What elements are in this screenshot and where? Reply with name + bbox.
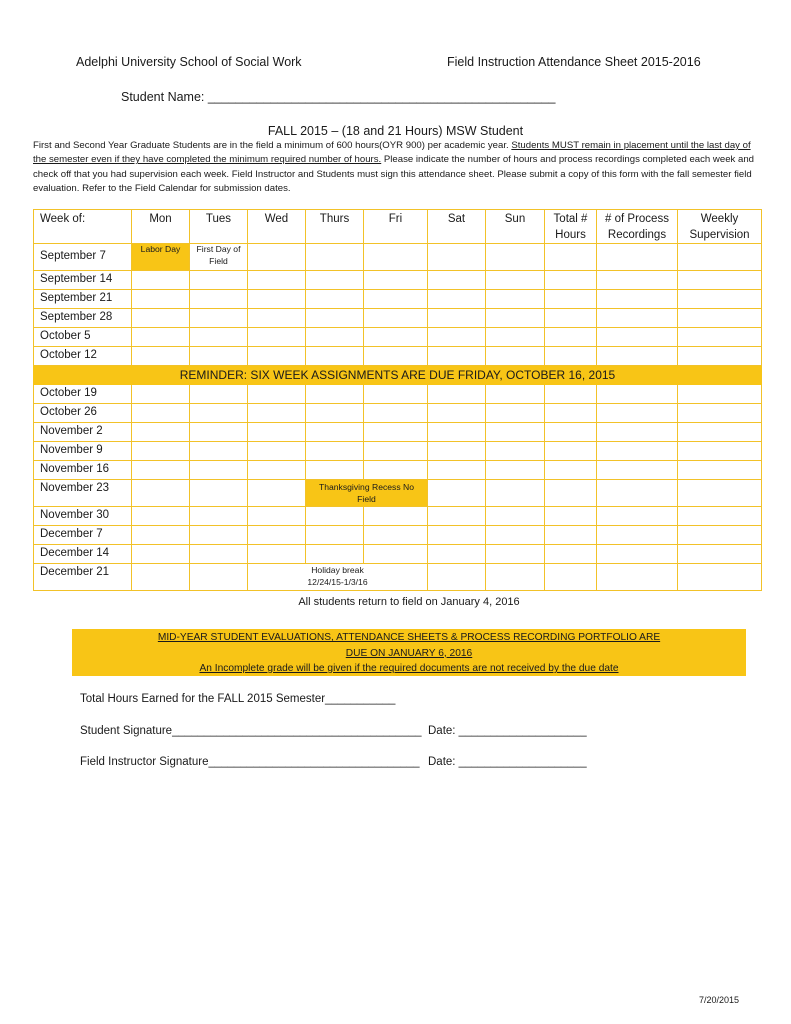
field-instructor-date-field[interactable]: Date: ____________________ xyxy=(428,756,587,768)
intro-part2: Please indicate the number of hours and process recordings completed each week and check off that you had supervision each week. Field Instructor and Students must sign this attendance sheet. Please submit a copy of this form with the fall semester field evaluation. Refer to the Field Calendar for submission dates. xyxy=(33,154,754,195)
table-cell[interactable] xyxy=(428,564,486,591)
student-name-field[interactable]: Student Name: __________________________________________________ xyxy=(121,90,556,104)
table-cell[interactable] xyxy=(545,244,597,271)
first-day-cell: First Day of Field xyxy=(190,244,248,271)
week-label: October 12 xyxy=(34,347,132,366)
week-label: September 28 xyxy=(34,309,132,328)
table-cell[interactable] xyxy=(190,461,248,480)
table-cell[interactable] xyxy=(545,480,597,507)
table-cell[interactable] xyxy=(486,564,545,591)
table-cell[interactable] xyxy=(428,404,486,423)
col-header-week: Week of: xyxy=(34,210,132,244)
table-cell[interactable] xyxy=(132,507,190,526)
table-cell[interactable] xyxy=(306,271,364,290)
intro-part1: First and Second Year Graduate Students are in the field a minimum of 600 hours(OYR 900) per academic year. xyxy=(33,140,512,151)
table-cell[interactable] xyxy=(428,545,486,564)
table-cell[interactable] xyxy=(597,526,678,545)
student-date-field[interactable]: Date: ____________________ xyxy=(428,725,587,737)
table-cell[interactable] xyxy=(248,461,306,480)
table-cell[interactable] xyxy=(248,309,306,328)
table-cell[interactable] xyxy=(428,442,486,461)
table-cell[interactable] xyxy=(486,385,545,404)
table-cell[interactable] xyxy=(545,271,597,290)
table-row xyxy=(34,271,762,290)
table-cell[interactable] xyxy=(486,442,545,461)
holiday-break-cell: Holiday break 12/24/15-1/3/16 xyxy=(248,564,428,591)
midyear-notice xyxy=(72,629,746,676)
col-header-wed: Wed xyxy=(248,210,306,244)
table-cell[interactable] xyxy=(248,290,306,309)
table-cell[interactable] xyxy=(364,526,428,545)
table-cell[interactable] xyxy=(545,442,597,461)
table-cell[interactable] xyxy=(306,404,364,423)
table-cell[interactable] xyxy=(190,423,248,442)
table-cell[interactable] xyxy=(306,309,364,328)
table-row xyxy=(34,347,762,366)
midyear-line2: DUE ON JANUARY 6, 2016 xyxy=(345,647,473,659)
col-header-tues: Tues xyxy=(190,210,248,244)
table-cell[interactable] xyxy=(678,404,762,423)
week-label: November 16 xyxy=(34,461,132,480)
table-cell[interactable] xyxy=(545,290,597,309)
table-cell[interactable] xyxy=(545,347,597,366)
table-cell[interactable] xyxy=(248,480,306,507)
table-cell[interactable] xyxy=(678,423,762,442)
table-header-row xyxy=(34,210,762,244)
attendance-table xyxy=(33,209,762,591)
table-cell[interactable] xyxy=(364,545,428,564)
table-cell[interactable] xyxy=(364,244,428,271)
col-header-thurs: Thurs xyxy=(306,210,364,244)
table-cell[interactable] xyxy=(132,461,190,480)
table-cell[interactable] xyxy=(248,526,306,545)
table-cell[interactable] xyxy=(545,385,597,404)
table-cell[interactable] xyxy=(486,244,545,271)
table-cell[interactable] xyxy=(597,507,678,526)
table-cell[interactable] xyxy=(678,385,762,404)
table-cell[interactable] xyxy=(597,545,678,564)
table-cell[interactable] xyxy=(597,461,678,480)
table-cell[interactable] xyxy=(486,309,545,328)
table-cell[interactable] xyxy=(364,328,428,347)
table-cell[interactable] xyxy=(428,309,486,328)
table-cell[interactable] xyxy=(486,480,545,507)
table-row xyxy=(34,244,762,271)
table-cell[interactable] xyxy=(597,423,678,442)
table-cell[interactable] xyxy=(428,244,486,271)
table-cell[interactable] xyxy=(597,347,678,366)
table-cell[interactable] xyxy=(597,244,678,271)
table-cell[interactable] xyxy=(364,347,428,366)
table-cell[interactable] xyxy=(597,328,678,347)
table-cell[interactable] xyxy=(486,271,545,290)
table-cell[interactable] xyxy=(190,347,248,366)
table-cell[interactable] xyxy=(190,564,248,591)
table-cell[interactable] xyxy=(190,526,248,545)
week-label: September 21 xyxy=(34,290,132,309)
table-cell[interactable] xyxy=(132,328,190,347)
school-name: Adelphi University School of Social Work xyxy=(76,55,302,69)
table-cell[interactable] xyxy=(132,385,190,404)
table-cell[interactable] xyxy=(248,385,306,404)
table-row xyxy=(34,480,762,507)
midyear-line1: MID-YEAR STUDENT EVALUATIONS, ATTENDANCE SHEETS & PROCESS RECORDING PORTFOLIO ARE xyxy=(157,632,661,643)
week-label: December 21 xyxy=(34,564,132,591)
table-cell[interactable] xyxy=(132,309,190,328)
table-cell[interactable] xyxy=(306,244,364,271)
intro-underlined: Students MUST remain in placement until the last day of the semester even if they have completed the minimum required number of hours. xyxy=(33,140,751,166)
table-row xyxy=(34,404,762,423)
table-cell[interactable] xyxy=(306,290,364,309)
table-cell[interactable] xyxy=(428,328,486,347)
table-cell[interactable] xyxy=(248,404,306,423)
section-title: FALL 2015 – (18 and 21 Hours) MSW Student xyxy=(267,124,524,138)
table-cell[interactable] xyxy=(678,347,762,366)
col-header-weekly-supervision: Weekly Supervision xyxy=(678,210,762,244)
table-cell[interactable] xyxy=(486,328,545,347)
table-cell[interactable] xyxy=(364,461,428,480)
table-cell[interactable] xyxy=(132,271,190,290)
table-cell[interactable] xyxy=(545,404,597,423)
week-label: October 26 xyxy=(34,404,132,423)
table-cell[interactable] xyxy=(428,290,486,309)
total-hours-field[interactable]: Total Hours Earned for the FALL 2015 Semester___________ xyxy=(80,693,396,705)
table-cell[interactable] xyxy=(678,507,762,526)
table-cell[interactable] xyxy=(306,526,364,545)
table-cell[interactable] xyxy=(190,507,248,526)
table-row xyxy=(34,507,762,526)
labor-day-cell: Labor Day xyxy=(132,244,190,271)
table-cell[interactable] xyxy=(190,545,248,564)
table-cell[interactable] xyxy=(306,423,364,442)
table-cell[interactable] xyxy=(545,564,597,591)
table-cell[interactable] xyxy=(364,404,428,423)
table-cell[interactable] xyxy=(545,423,597,442)
table-cell[interactable] xyxy=(678,328,762,347)
col-header-mon: Mon xyxy=(132,210,190,244)
table-cell[interactable] xyxy=(306,442,364,461)
table-cell[interactable] xyxy=(486,290,545,309)
table-cell[interactable] xyxy=(678,290,762,309)
thanksgiving-cell: Thanksgiving Recess No Field xyxy=(306,480,428,507)
week-label: November 2 xyxy=(34,423,132,442)
table-cell[interactable] xyxy=(132,423,190,442)
week-label: October 19 xyxy=(34,385,132,404)
table-cell[interactable] xyxy=(597,564,678,591)
table-cell[interactable] xyxy=(428,461,486,480)
table-cell[interactable] xyxy=(248,271,306,290)
table-cell[interactable] xyxy=(190,404,248,423)
field-instructor-signature-field[interactable]: Field Instructor Signature_________________________________ xyxy=(80,756,420,768)
table-cell[interactable] xyxy=(545,328,597,347)
table-cell[interactable] xyxy=(306,507,364,526)
week-label: November 23 xyxy=(34,480,132,507)
reminder-banner: REMINDER: SIX WEEK ASSIGNMENTS ARE DUE FRIDAY, OCTOBER 16, 2015 xyxy=(34,366,762,385)
table-cell[interactable] xyxy=(190,328,248,347)
table-cell[interactable] xyxy=(190,290,248,309)
week-label: September 14 xyxy=(34,271,132,290)
table-cell[interactable] xyxy=(132,526,190,545)
week-label: September 7 xyxy=(34,244,132,271)
table-cell[interactable] xyxy=(132,404,190,423)
table-cell[interactable] xyxy=(428,507,486,526)
student-signature-field[interactable]: Student Signature_______________________________________ xyxy=(80,725,422,737)
table-cell[interactable] xyxy=(248,423,306,442)
table-cell[interactable] xyxy=(486,461,545,480)
table-cell[interactable] xyxy=(132,290,190,309)
table-cell[interactable] xyxy=(428,480,486,507)
table-cell[interactable] xyxy=(486,526,545,545)
table-cell[interactable] xyxy=(248,347,306,366)
table-cell[interactable] xyxy=(678,309,762,328)
table-cell[interactable] xyxy=(248,244,306,271)
table-cell[interactable] xyxy=(678,271,762,290)
col-header-total-hours: Total # Hours xyxy=(545,210,597,244)
table-cell[interactable] xyxy=(364,271,428,290)
table-cell[interactable] xyxy=(486,423,545,442)
table-cell[interactable] xyxy=(545,309,597,328)
table-row xyxy=(34,545,762,564)
reminder-banner-row xyxy=(34,366,762,385)
table-cell[interactable] xyxy=(428,347,486,366)
table-cell[interactable] xyxy=(248,545,306,564)
table-row xyxy=(34,564,762,591)
table-cell[interactable] xyxy=(190,309,248,328)
table-cell[interactable] xyxy=(678,442,762,461)
col-header-fri: Fri xyxy=(364,210,428,244)
table-row xyxy=(34,309,762,328)
table-cell[interactable] xyxy=(678,526,762,545)
table-cell[interactable] xyxy=(545,507,597,526)
table-cell[interactable] xyxy=(428,423,486,442)
table-row xyxy=(34,442,762,461)
table-row xyxy=(34,461,762,480)
col-header-sat: Sat xyxy=(428,210,486,244)
table-cell[interactable] xyxy=(597,385,678,404)
table-cell[interactable] xyxy=(597,290,678,309)
table-cell[interactable] xyxy=(486,507,545,526)
table-cell[interactable] xyxy=(597,442,678,461)
table-cell[interactable] xyxy=(132,347,190,366)
col-header-sun: Sun xyxy=(486,210,545,244)
table-cell[interactable] xyxy=(428,385,486,404)
table-cell[interactable] xyxy=(248,507,306,526)
table-cell[interactable] xyxy=(306,385,364,404)
table-cell[interactable] xyxy=(364,385,428,404)
table-cell[interactable] xyxy=(545,545,597,564)
table-cell[interactable] xyxy=(678,545,762,564)
table-cell[interactable] xyxy=(132,564,190,591)
table-row xyxy=(34,290,762,309)
table-cell[interactable] xyxy=(486,404,545,423)
table-cell[interactable] xyxy=(132,545,190,564)
table-cell[interactable] xyxy=(190,385,248,404)
table-cell[interactable] xyxy=(190,271,248,290)
table-cell[interactable] xyxy=(364,507,428,526)
table-cell[interactable] xyxy=(428,271,486,290)
table-cell[interactable] xyxy=(486,347,545,366)
table-cell[interactable] xyxy=(597,480,678,507)
table-cell[interactable] xyxy=(597,271,678,290)
table-cell[interactable] xyxy=(190,480,248,507)
intro-paragraph xyxy=(33,139,763,197)
footer-date: 7/20/2015 xyxy=(699,995,740,1005)
table-cell[interactable] xyxy=(306,347,364,366)
table-cell[interactable] xyxy=(364,309,428,328)
sheet-title: Field Instruction Attendance Sheet 2015-2016 xyxy=(447,55,701,69)
table-cell[interactable] xyxy=(306,328,364,347)
midyear-line3: An Incomplete grade will be given if the required documents are not received by the due date xyxy=(199,663,619,674)
table-cell[interactable] xyxy=(678,461,762,480)
table-cell[interactable] xyxy=(132,480,190,507)
week-label: December 14 xyxy=(34,545,132,564)
table-cell[interactable] xyxy=(597,404,678,423)
col-header-process-recordings: # of Process Recordings xyxy=(597,210,678,244)
return-note: All students return to field on January 4, 2016 xyxy=(298,596,520,608)
table-cell[interactable] xyxy=(678,244,762,271)
table-cell[interactable] xyxy=(248,442,306,461)
table-cell[interactable] xyxy=(190,442,248,461)
table-cell[interactable] xyxy=(486,545,545,564)
week-label: November 30 xyxy=(34,507,132,526)
table-cell[interactable] xyxy=(545,461,597,480)
table-row xyxy=(34,385,762,404)
table-cell[interactable] xyxy=(132,442,190,461)
table-row xyxy=(34,328,762,347)
table-cell[interactable] xyxy=(428,526,486,545)
table-cell[interactable] xyxy=(678,480,762,507)
week-label: December 7 xyxy=(34,526,132,545)
table-cell[interactable] xyxy=(545,526,597,545)
table-cell[interactable] xyxy=(364,290,428,309)
week-label: October 5 xyxy=(34,328,132,347)
table-cell[interactable] xyxy=(306,545,364,564)
table-cell[interactable] xyxy=(364,423,428,442)
table-row xyxy=(34,526,762,545)
table-cell[interactable] xyxy=(306,461,364,480)
table-cell[interactable] xyxy=(678,564,762,591)
table-cell[interactable] xyxy=(597,309,678,328)
table-row xyxy=(34,423,762,442)
table-cell[interactable] xyxy=(364,442,428,461)
table-cell[interactable] xyxy=(248,328,306,347)
week-label: November 9 xyxy=(34,442,132,461)
